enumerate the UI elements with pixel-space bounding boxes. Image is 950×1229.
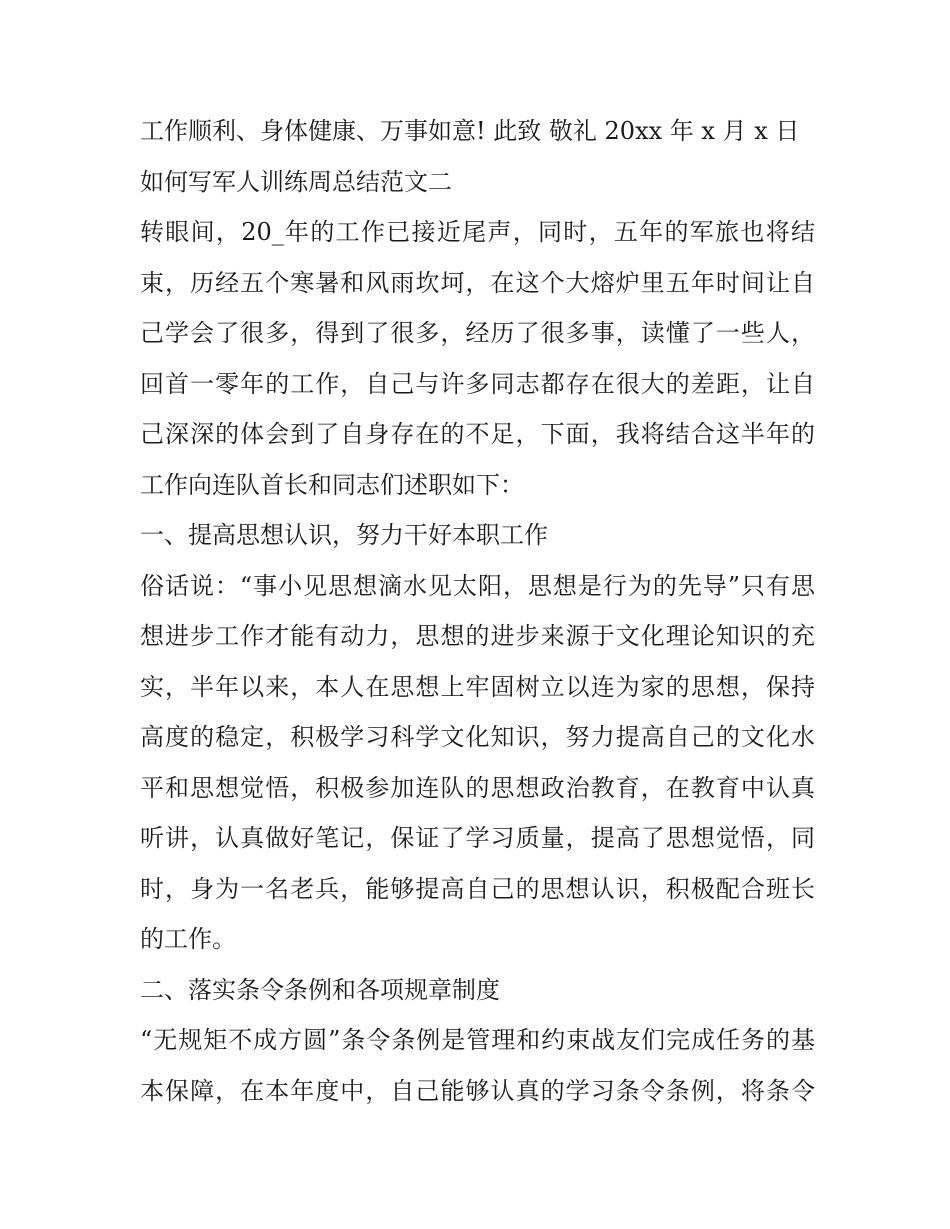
- article-title: 如何写军人训练周总结范文二: [140, 167, 452, 196]
- closing-line: 工作顺利、身体健康、万事如意! 此致 敬礼 20xx 年 x 月 x 日: [140, 117, 800, 145]
- paragraph-line: 高度的稳定，积极学习科学文化知识，努力提高自己的文化水: [140, 723, 815, 751]
- paragraph-line: 转眼间，20_年的工作已接近尾声，同时，五年的军旅也将结: [140, 218, 815, 246]
- paragraph-line: 工作向连队首长和同志们述职如下：: [140, 470, 524, 499]
- section-heading-2: 二、落实条令条例和各项规章制度: [140, 975, 500, 1004]
- paragraph-line: 己学会了很多，得到了很多，经历了很多事，读懂了一些人，: [140, 319, 815, 347]
- paragraph-line: 的工作。: [140, 925, 236, 953]
- paragraph-line: 己深深的体会到了自身存在的不足，下面，我将结合这半年的: [140, 420, 815, 448]
- paragraph-line: 听讲，认真做好笔记，保证了学习质量，提高了思想觉悟，同: [140, 824, 815, 852]
- paragraph-line: 实，半年以来，本人在思想上牢固树立以连为家的思想，保持: [140, 672, 815, 701]
- paragraph-line: 平和思想觉悟，积极参加连队的思想政治教育，在教育中认真: [140, 773, 815, 802]
- section-heading-1: 一、提高思想认识，努力干好本职工作: [140, 521, 548, 549]
- paragraph-line: 回首一零年的工作，自己与许多同志都存在很大的差距，让自: [140, 369, 815, 398]
- paragraph-line: 时，身为一名老兵，能够提高自己的思想认识，积极配合班长: [140, 874, 815, 903]
- paragraph-line: 俗话说：“事小见思想滴水见太阳，思想是行为的先导”只有思: [140, 571, 815, 600]
- paragraph-line: 束，历经五个寒暑和风雨坎坷，在这个大熔炉里五年时间让自: [140, 268, 815, 297]
- paragraph-line: 想进步工作才能有动力，思想的进步来源于文化理论知识的充: [140, 622, 815, 650]
- paragraph-line: 本保障，在本年度中，自己能够认真的学习条令条例，将条令: [140, 1076, 815, 1105]
- paragraph-line: “无规矩不成方圆”条令条例是管理和约束战友们完成任务的基: [140, 1026, 815, 1054]
- document-body: [140, 106, 815, 1116]
